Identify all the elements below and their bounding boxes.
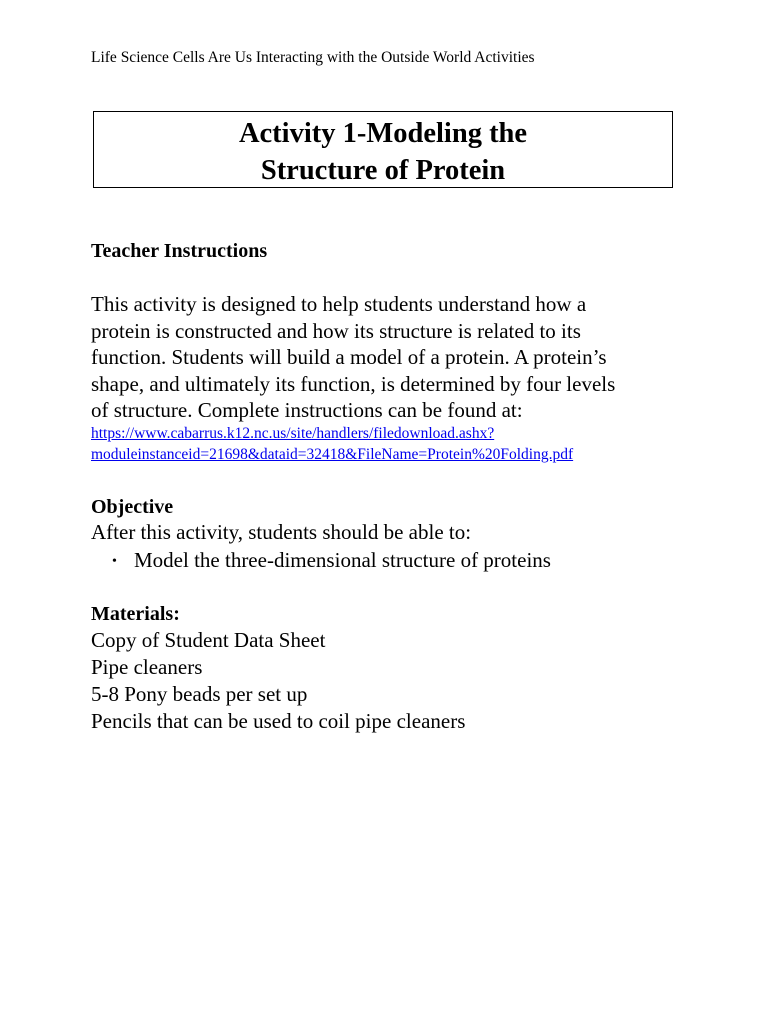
objective-intro: After this activity, students should be able to: xyxy=(91,520,472,544)
materials-heading: Materials: xyxy=(91,603,180,625)
instructions-link-line-2[interactable]: moduleinstanceid=21698&dataid=32418&FileName=Protein%20Folding.pdf xyxy=(91,446,574,463)
objective-bullet-text: Model the three-dimensional structure of proteins xyxy=(134,548,551,572)
title-line-1: Activity 1-Modeling the xyxy=(238,118,528,149)
instructions-line-3: function. Students will build a model of a protein. A protein’s xyxy=(91,345,607,369)
materials-item-1: Copy of Student Data Sheet xyxy=(91,628,326,652)
instructions-line-2: protein is constructed and how its structure is related to its xyxy=(91,318,581,343)
instructions-line-5: of structure. Complete instructions can be found at: xyxy=(91,398,523,422)
title-box xyxy=(93,111,673,188)
bullet-point-icon: • xyxy=(112,554,117,569)
materials-item-3: 5-8 Pony beads per set up xyxy=(91,682,308,706)
instructions-line-4: shape, and ultimately its function, is determined by four levels xyxy=(91,371,616,396)
teacher-instructions-heading: Teacher Instructions xyxy=(91,240,268,262)
objective-heading: Objective xyxy=(91,496,174,518)
objective-bullet-item xyxy=(112,547,551,576)
title-line-2: Structure of Protein xyxy=(260,155,506,186)
materials-item-4: Pencils that can be used to coil pipe cleaners xyxy=(91,709,466,733)
instructions-line-1: This activity is designed to help students understand how a xyxy=(91,292,587,316)
instructions-link-line-1[interactable]: https://www.cabarrus.k12.nc.us/site/handlers/filedownload.ashx? xyxy=(91,425,495,442)
materials-item-2: Pipe cleaners xyxy=(91,655,203,679)
page-header: Life Science Cells Are Us Interacting with the Outside World Activities xyxy=(91,49,535,66)
